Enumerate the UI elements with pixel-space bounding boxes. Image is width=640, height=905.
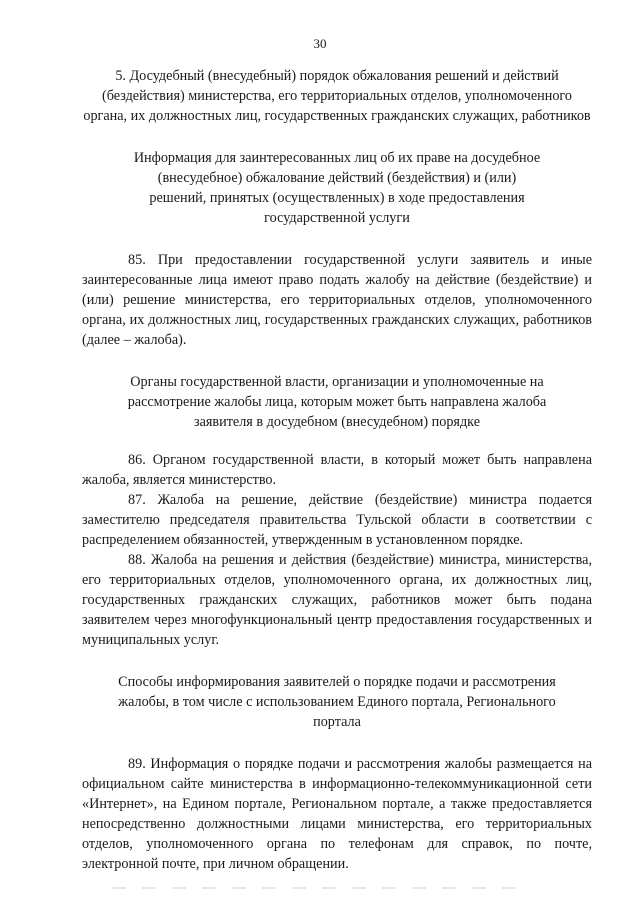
section-title: 5. Досудебный (внесудебный) порядок обжалования решений и действий (бездействия) министерства, его территориальных отделов, уполномоченного органа, их должностных лиц, государственных гражданских служащих, работников [83,68,591,124]
paragraph-86: 86. Органом государственной власти, в который может быть направлена жалоба, является министерство. [82,452,592,488]
paragraph-89: 89. Информация о порядке подачи и рассмотрения жалобы размещается на официальном сайте министерства в информационно-телекоммуникационной сети «Интернет», на Едином портале, Региональном портале, а также предоставляется непосредственно должностными лицами министерства, его территориальных отделов, уполномоченного органа по телефонам для справок, по почте, электронной почте, при личном обращении. [82,756,592,872]
subheading-appeal-rights: Информация для заинтересованных лиц об их праве на досудебное (внесудебное) обжалование действий (бездействия) и (или) решений, принятых (осуществленных) в ходе предоставления государственной услуги [133,150,541,226]
paragraph-88: 88. Жалоба на решения и действия (бездействие) министра, министерства, его территориальных отделов, уполномоченного органа, их должностных лиц, государственных гражданских служащих, работников может быть подана заявителем через многофункциональный центр предоставления государственных и муниципальных услуг. [82,552,592,648]
scan-artifact [112,887,532,889]
subheading-information-methods: Способы информирования заявителей о порядке подачи и рассмотрения жалобы, в том числе с использованием Единого портала, Регионального портала [118,674,556,730]
paragraph-85: 85. При предоставлении государственной услуги заявитель и иные заинтересованные лица имеют право подать жалобу на действие (бездействие) и (или) решение министерства, его территориальных отделов, уполномоченного органа, их должностных лиц, государственных гражданских служащих, работников (далее – жалоба). [82,252,592,348]
paragraph-87: 87. Жалоба на решение, действие (бездействие) министра подается заместителю председателя правительства Тульской области в соответствии с распределением обязанностей, утвержденным в установленном порядке. [82,492,592,548]
subheading-authorities: Органы государственной власти, организации и уполномоченные на рассмотрение жалобы лица, которым может быть направлена жалоба заявителя в досудебном (внесудебном) порядке [127,374,547,430]
document-body [82,66,592,874]
page-number: 30 [313,36,327,51]
